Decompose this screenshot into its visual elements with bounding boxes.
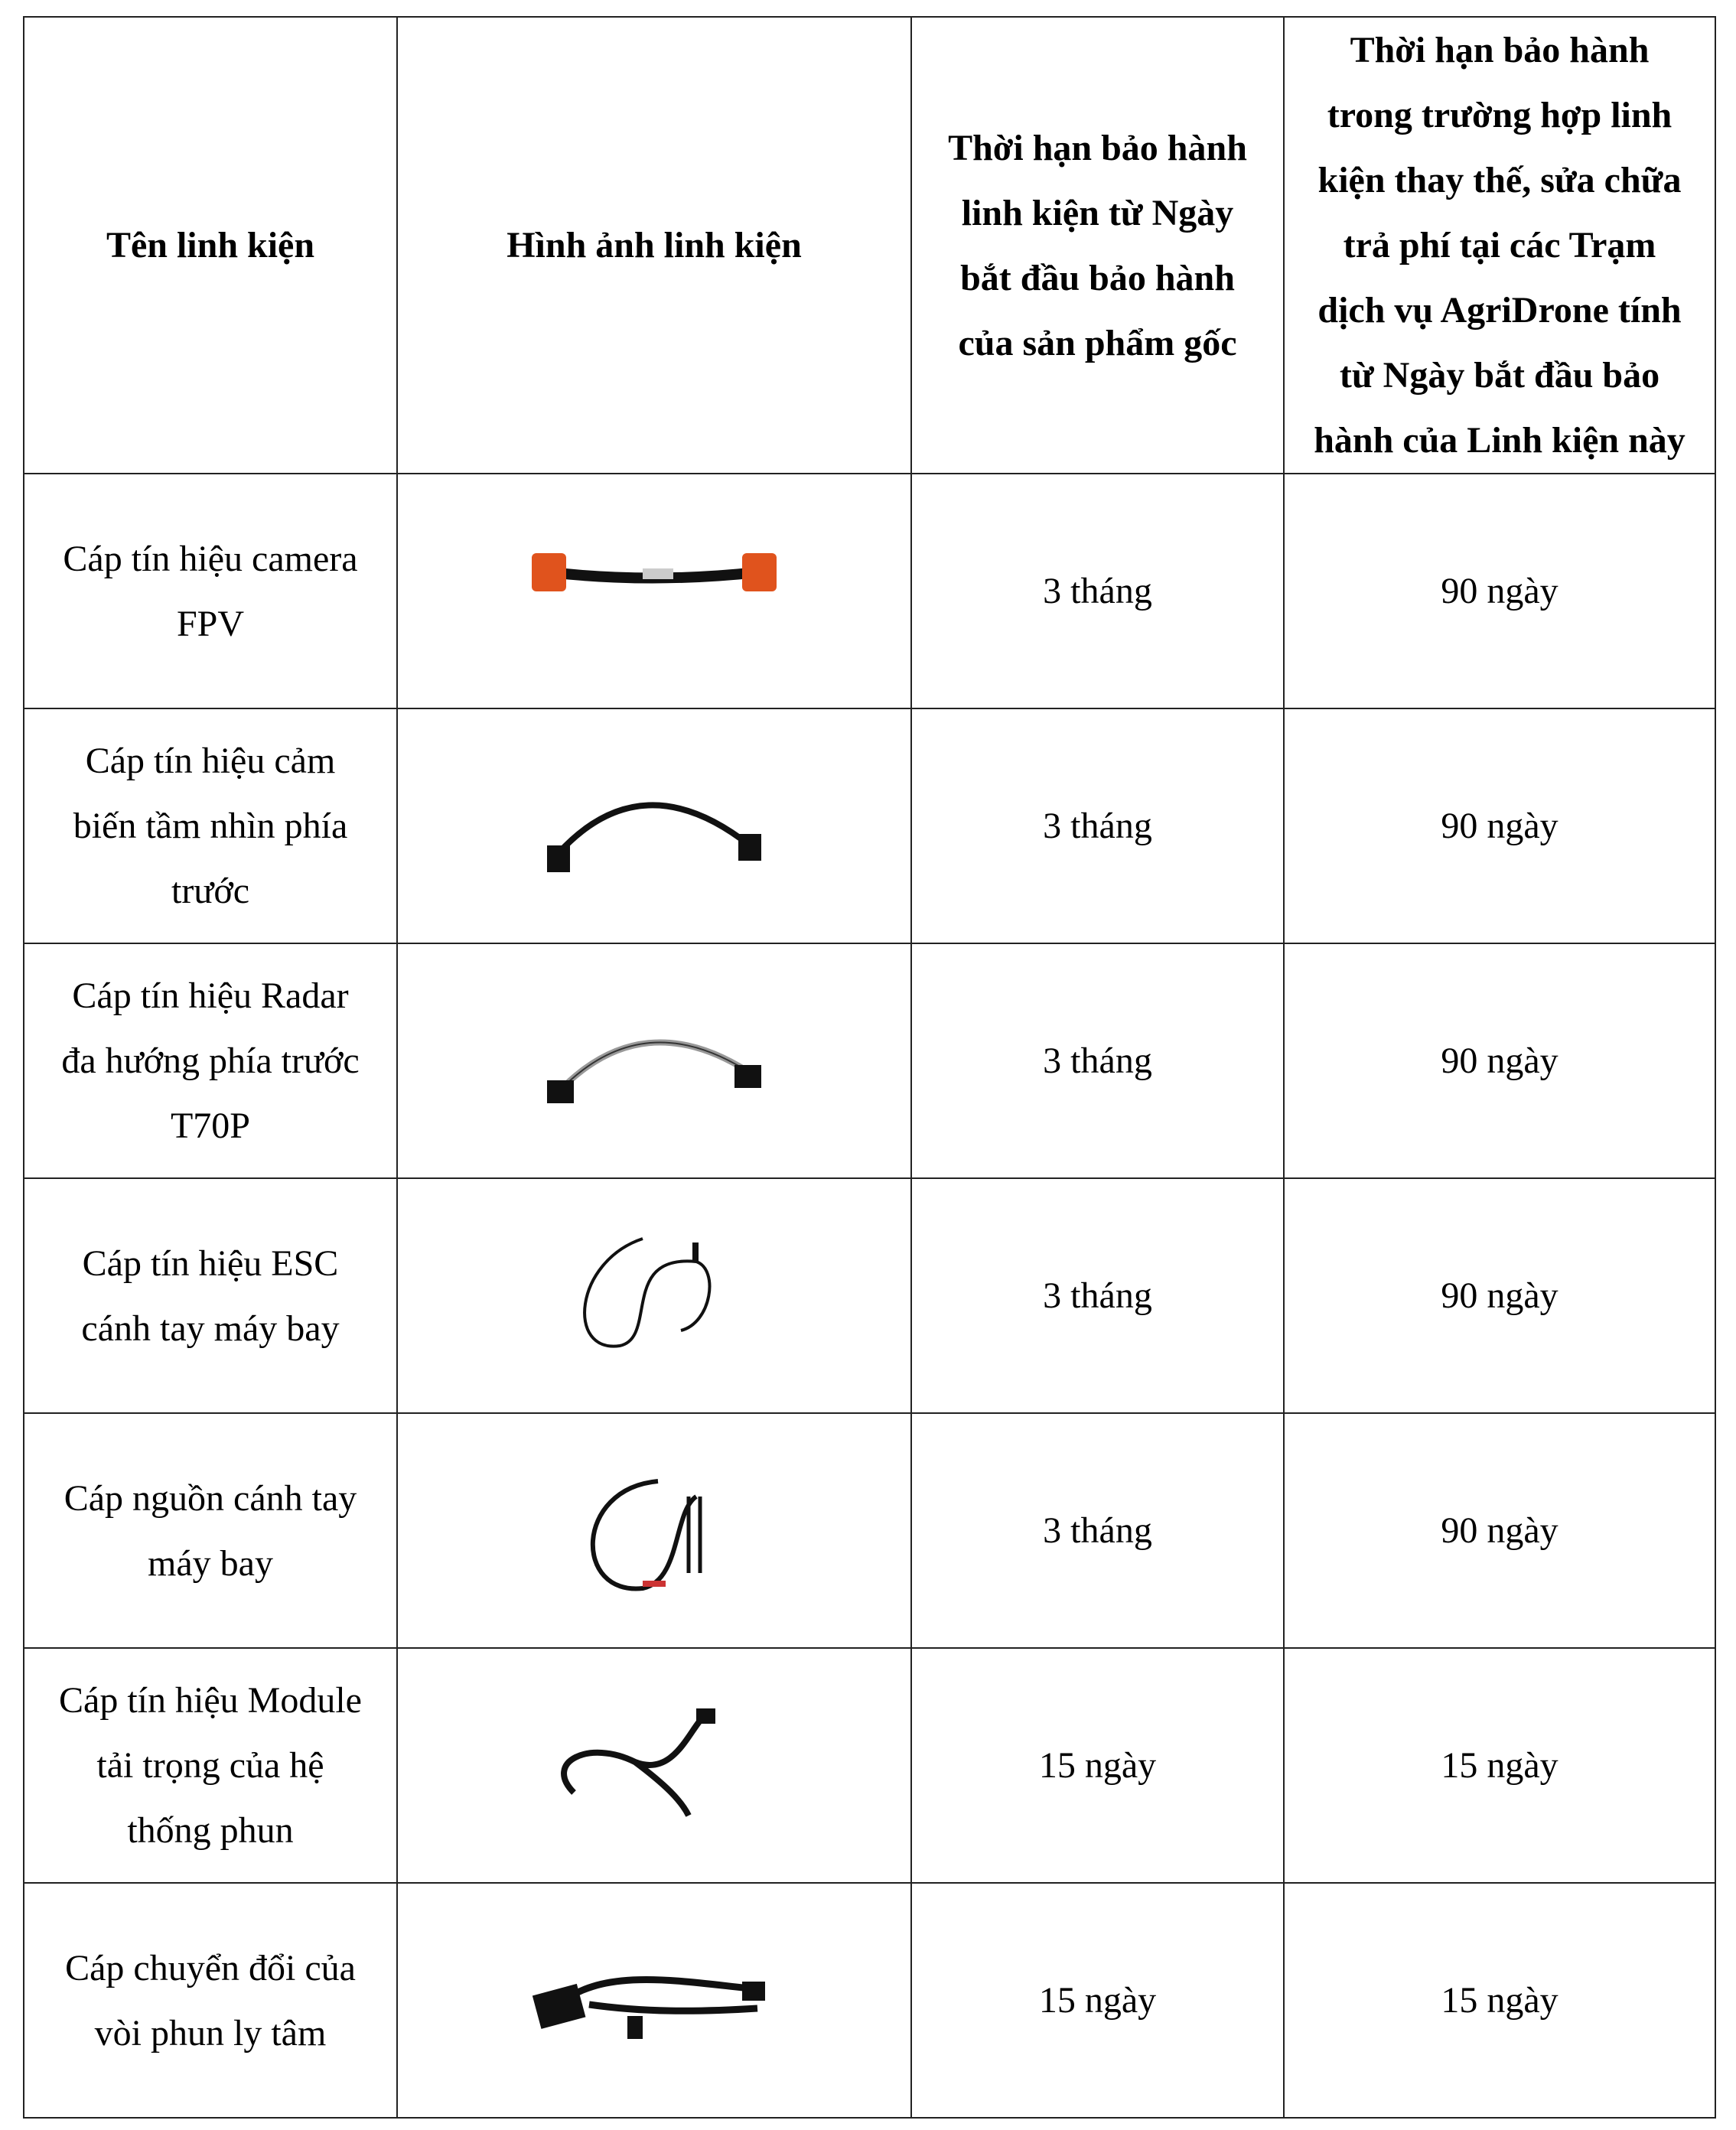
header-line: trả phí tại các Trạm xyxy=(1343,225,1656,265)
esc-loop-cable-image xyxy=(528,1231,780,1361)
harness-cable-image xyxy=(528,1701,780,1831)
component-name xyxy=(24,474,397,708)
header-name: Tên linh kiện xyxy=(24,17,397,474)
paid-warranty-period: 90 ngày xyxy=(1284,474,1715,708)
component-name-line: Cáp tín hiệu ESC xyxy=(82,1242,339,1284)
paid-warranty-period: 90 ngày xyxy=(1284,708,1715,943)
component-name-line: Cáp tín hiệu Radar xyxy=(72,975,349,1016)
component-name xyxy=(24,1648,397,1883)
component-name-line: Cáp tín hiệu cảm xyxy=(85,741,336,781)
component-name-line: máy bay xyxy=(148,1542,273,1584)
warranty-period: 3 tháng xyxy=(911,1413,1284,1648)
table-row xyxy=(24,943,1715,1178)
warranty-period: 3 tháng xyxy=(911,1178,1284,1413)
component-name-line: đa hướng phía trước xyxy=(61,1041,360,1081)
warranty-period: 3 tháng xyxy=(911,474,1284,708)
warranty-table xyxy=(23,16,1716,2119)
warranty-period: 15 ngày xyxy=(911,1648,1284,1883)
table-row xyxy=(24,1178,1715,1413)
table-row xyxy=(24,474,1715,708)
component-name-line: Cáp tín hiệu Module xyxy=(59,1680,362,1721)
header-line: Thời hạn bảo hành xyxy=(1350,30,1650,70)
warranty-period: 3 tháng xyxy=(911,943,1284,1178)
header-line: hành của Linh kiện này xyxy=(1314,420,1686,461)
component-name xyxy=(24,1883,397,2118)
header-image: Hình ảnh linh kiện xyxy=(397,17,911,474)
header-line: bắt đầu bảo hành xyxy=(960,257,1235,298)
component-image xyxy=(397,1413,911,1648)
component-name-line: thống phun xyxy=(127,1810,294,1851)
header-line: Thời hạn bảo hành xyxy=(948,127,1247,168)
paid-warranty-period: 15 ngày xyxy=(1284,1883,1715,2118)
header-line: từ Ngày bắt đầu bảo xyxy=(1339,355,1660,396)
header-line: dịch vụ AgriDrone tính xyxy=(1317,290,1682,331)
component-name-line: Cáp chuyển đổi của xyxy=(65,1947,356,1988)
header-line: kiện thay thế, sửa chữa xyxy=(1317,160,1682,200)
component-image xyxy=(397,1648,911,1883)
component-name-line: vòi phun ly tâm xyxy=(94,2012,327,2053)
component-name xyxy=(24,708,397,943)
component-name-line: Cáp tín hiệu camera xyxy=(63,538,358,579)
adapter-cable-image xyxy=(528,1936,780,2066)
table-row xyxy=(24,1648,1715,1883)
component-name-line: FPV xyxy=(176,603,245,644)
table-row xyxy=(24,1883,1715,2118)
component-name-line: Cáp nguồn cánh tay xyxy=(64,1477,357,1519)
warranty-period: 3 tháng xyxy=(911,708,1284,943)
paid-warranty-period: 90 ngày xyxy=(1284,943,1715,1178)
header-row xyxy=(24,17,1715,474)
component-image xyxy=(397,1178,911,1413)
component-name-line: T70P xyxy=(170,1106,250,1146)
component-image xyxy=(397,1883,911,2118)
component-name xyxy=(24,1178,397,1413)
power-loop-cable-image xyxy=(528,1466,780,1596)
header-line: trong trường hợp linh xyxy=(1327,95,1672,135)
component-name-line: biến tầm nhìn phía xyxy=(73,806,348,846)
component-name-line: trước xyxy=(171,871,250,911)
component-name-line: tải trọng của hệ xyxy=(96,1745,324,1786)
header-line: linh kiện từ Ngày xyxy=(961,192,1234,233)
component-image xyxy=(397,474,911,708)
header-paid-warranty xyxy=(1284,17,1715,474)
header-warranty xyxy=(911,17,1284,474)
component-name xyxy=(24,1413,397,1648)
component-name xyxy=(24,943,397,1178)
header-line: của sản phẩm gốc xyxy=(958,322,1237,363)
table-row xyxy=(24,1413,1715,1648)
orange-connector-cable-image xyxy=(528,526,780,656)
component-image xyxy=(397,708,911,943)
paid-warranty-period: 90 ngày xyxy=(1284,1413,1715,1648)
component-name-line: cánh tay máy bay xyxy=(81,1308,340,1349)
curved-signal-cable-image xyxy=(528,761,780,891)
table-row xyxy=(24,708,1715,943)
radar-cable-image xyxy=(528,996,780,1126)
paid-warranty-period: 90 ngày xyxy=(1284,1178,1715,1413)
paid-warranty-period: 15 ngày xyxy=(1284,1648,1715,1883)
component-image xyxy=(397,943,911,1178)
warranty-period: 15 ngày xyxy=(911,1883,1284,2118)
